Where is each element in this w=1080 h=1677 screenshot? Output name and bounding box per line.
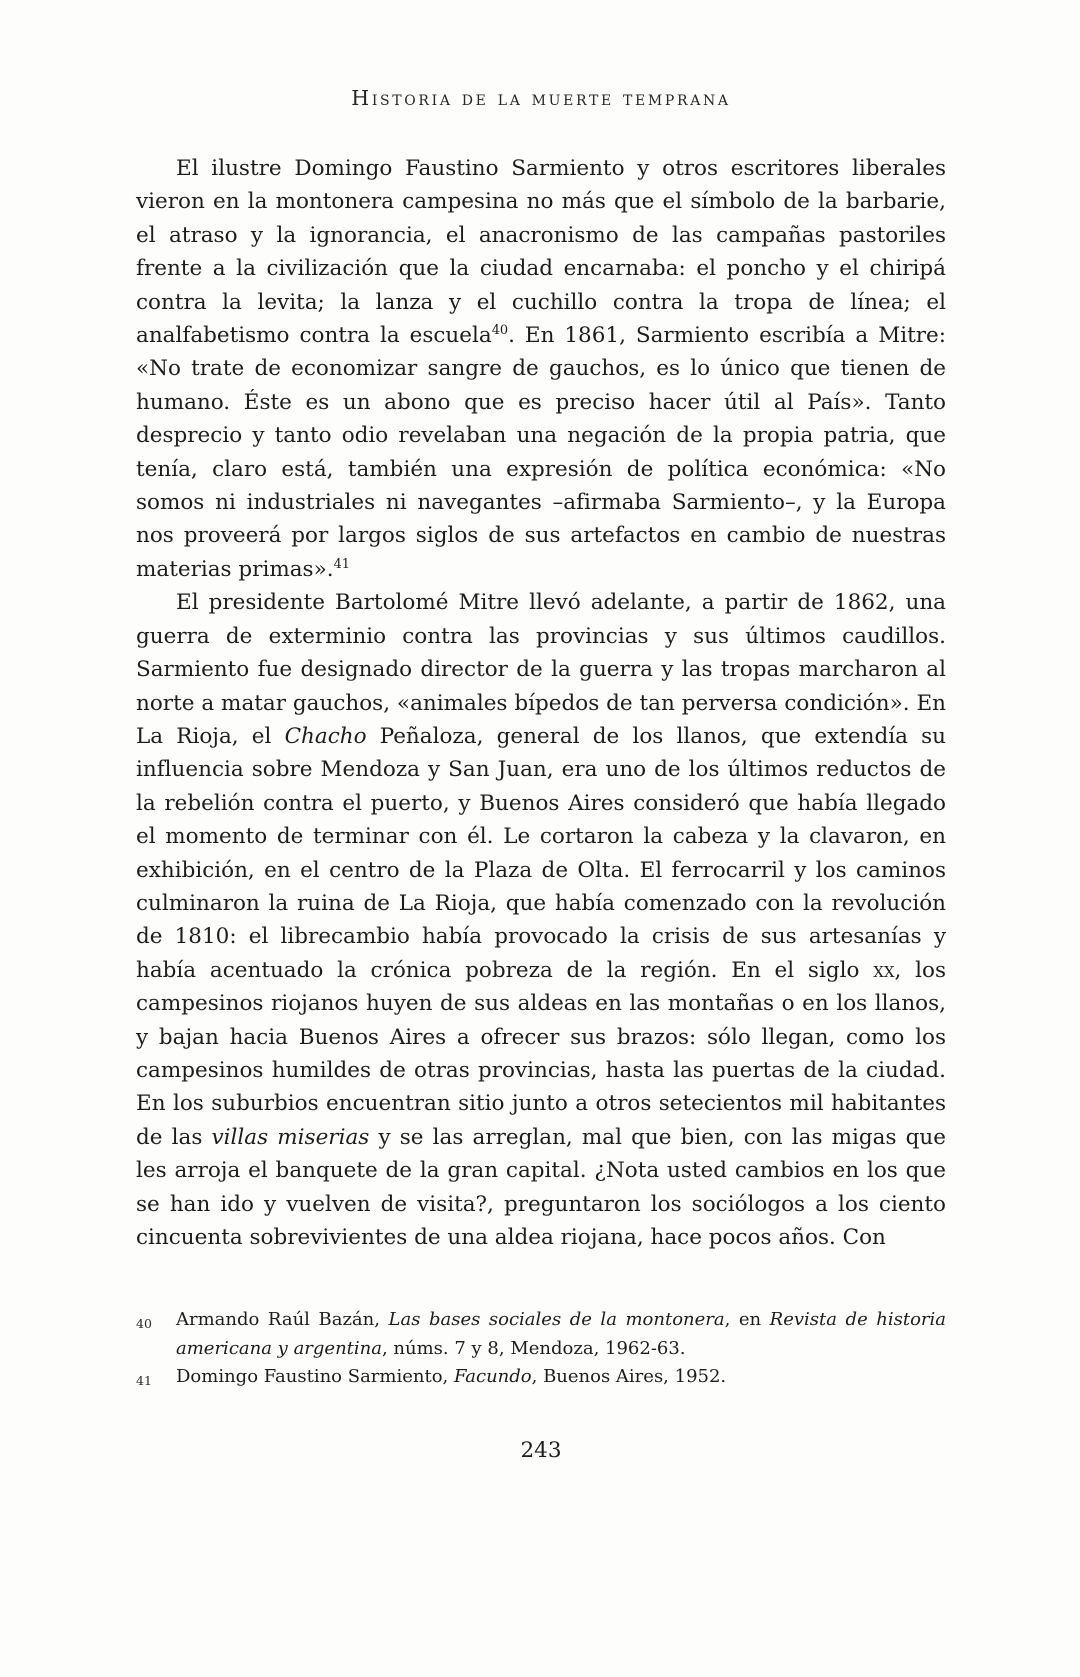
footnote — [136, 1306, 946, 1363]
running-header: Historia de la muerte temprana — [351, 86, 731, 110]
footnote — [136, 1363, 946, 1396]
footnote-marker: 40 — [136, 1316, 152, 1332]
footnotes — [136, 1306, 946, 1396]
footnote-text: Armando Raúl Bazán, Las bases sociales de la montonera, en Revista de historia americana y argentina, núms. 7 y 8, Mendoza, 1962-63. — [176, 1309, 947, 1359]
paragraph-2: El presidente Bartolomé Mitre llevó adelante, a partir de 1862, una guerra de exterminio contra las provincias y sus últimos caudillos. Sarmiento fue designado director de la guerra y las tropas marcharon al norte a matar gauchos, «animales bípedos de tan perversa condición». En La Rioja, el Chacho Peñaloza, general de los llanos, que extendía su influencia sobre Mendoza y San Juan, era uno de los últimos reductos de la rebelión contra el puerto, y Buenos Aires consideró que había llegado el momento de terminar con él. Le cortaron la cabeza y la clavaron, en exhibición, en el centro de la Plaza de Olta. El ferrocarril y los caminos culminaron la ruina de La Rioja, que había comenzado con la revolución de 1810: el librecambio había provocado la crisis de sus artesanías y había acentuado la crónica pobreza de la región. En el siglo xx, los campesinos riojanos huyen de sus aldeas en las montañas o en los llanos, y bajan hacia Buenos Aires a ofrecer sus brazos: sólo llegan, como los campesinos humildes de otras provincias, hasta las puertas de la ciudad. En los suburbios encuentran sitio junto a otros setecientos mil habitantes de las villas miserias y se las arreglan, mal que bien, con las migas que les arroja el banquete de la gran capital. ¿Nota usted cambios en los que se han ido y vuelven de visita?, preguntaron los sociólogos a los ciento cincuenta sobrevivientes de una aldea riojana, hace pocos años. Con — [136, 590, 946, 1250]
page-number: 243 — [520, 1437, 562, 1463]
footnote-marker: 41 — [136, 1373, 152, 1389]
body-text — [136, 152, 946, 1254]
footnote-text: Domingo Faustino Sarmiento, Facundo, Buenos Aires, 1952. — [176, 1366, 727, 1388]
paragraph-1: El ilustre Domingo Faustino Sarmiento y otros escritores liberales vieron en la montonera campesina no más que el símbolo de la barbarie, el atraso y la ignorancia, el anacronismo de las campañas pastoriles frente a la civilización que la ciudad encarnaba: el poncho y el chiripá contra la levita; la lanza y el cuchillo contra la tropa de línea; el analfabetismo contra la escuela$^{40}$. En 1861, Sarmiento escribía a Mitre: «No trate de economizar sangre de gauchos, es lo único que tienen de humano. Éste es un abono que es preciso hacer útil al País». Tanto desprecio y tanto odio revelaban una negación de la propia patria, que tenía, claro está, también una expresión de política económica: «No somos ni industriales ni navegantes –afirmaba Sarmiento–, y la Europa nos proveerá por largos siglos de sus artefactos en cambio de nuestras materias primas».$^{41}$ — [136, 156, 946, 582]
